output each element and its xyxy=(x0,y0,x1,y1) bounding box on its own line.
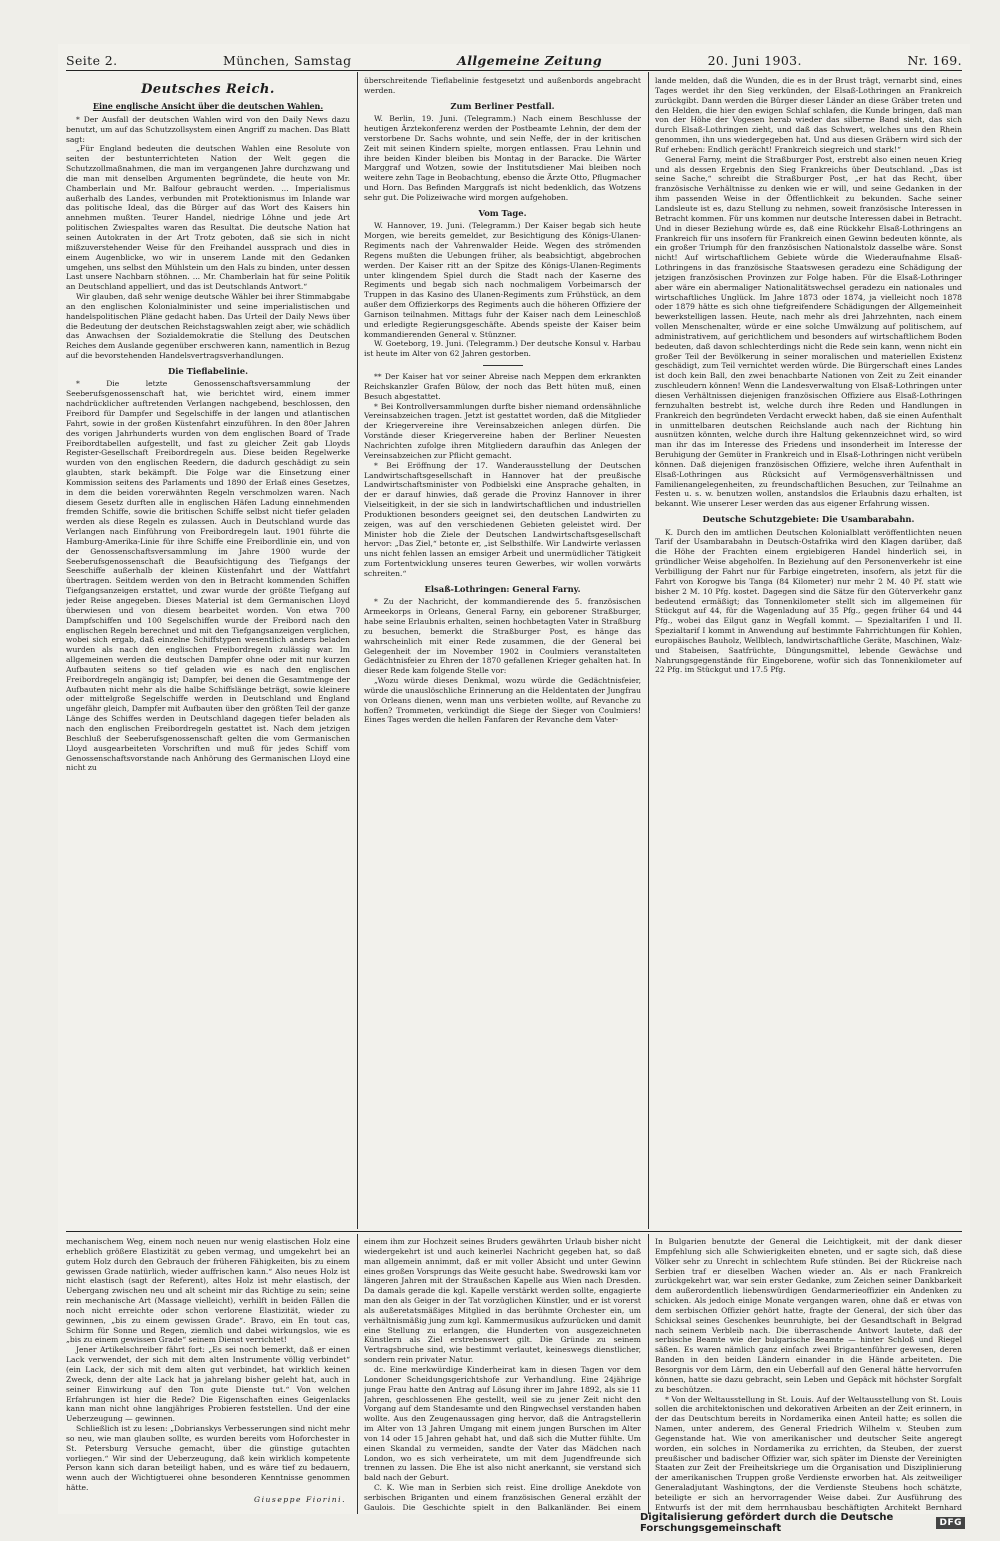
article-paragraph: C. K. Wie man in Serbien sich reist. Eine drollige Anekdote von serbischen Briganten und einem französischen General erzählt der Gaulois. Die Geschichte spielt in den Balkanländer. Bei einem xyxy=(364,1483,641,1512)
newspaper-page xyxy=(58,44,970,1514)
article-paragraph: W. Goeteborg, 19. Juni. (Telegramm.) Der deutsche Konsul v. Harbau ist heute im Alter von 62 Jahren gestorben. xyxy=(364,339,641,359)
article-heading: Vom Tage. xyxy=(478,207,527,218)
article-paragraph: Jener Artikelschreiber fährt fort: „Es sei noch bemerkt, daß er einen Lack verwendet, der sich mit dem alten Instrumente völlig verbindet“ (ein Lack, der sich mit dem alten gut verbindet, hat wirklich keinen Zweck, denn der alte Lack hat ja jahrelang bisher geleht hat, auch in seiner Einwirkung auf den Ton gute Dienste tut.“ Von welchen Erfahrungen ist hier die Rede? Die Eigenschaften eines Geigenlacks kann man nicht ohne langjähriges Probieren feststellen. Und der eine Ueberzeugung — gewinnen. xyxy=(66,1345,350,1424)
article-paragraph: mechanischem Weg, einem noch neuen nur wenig elastischen Holz eine erheblich größere Elastizität zu geben vermag, und umgekehrt bei an gutem Holz durch den Gebrauch der früheren Fähigkeiten, bis zu einem gewissen Grade natürlich, wieder auffrischen kann.“ Also neues Holz ist nicht elastisch (sagt der Referent), altes Holz ist mehr elastisch, der Uebergang zwischen neu und alt scheint mir das Richtige zu sein; seine rein mechanische Art (Massage vielleicht), verhilft in beiden Fällen die noch nicht erreichte oder schon verlorene Elastizität, wieder zu gewinnen, „bis zu einem gewissen Grade“. Bravo, ein En tout cas, Schirm für Sonne und Regen, ziemlich und dabei wirkungslos, wie es „bis zu einem gewissen Grade“ seinem Dienst verrichtet! xyxy=(66,1237,350,1345)
article-paragraph: W. Berlin, 19. Juni. (Telegramm.) Nach einem Beschlusse der heutigen Ärztekonferenz werden der Postbeamte Lehnin, der dem der verstorbene Dr. Sachs wohnte, und sein Neffe, der in der kritischen Zeit mit seinen Kindern spielte, morgen entlassen. Frau Lehnin und ihre beiden Kinder bleiben bis Montag in der Baracke. Die Wärter Marggraf und Wotzen, sowie der Institutsdiener Mai bleiben noch weitere zehn Tage in Beobachtung, ebenso die Ärzte Otto, Pflugmacher und Horn. Das Befinden Marggrafs ist nicht bedenklich, das Wotzens sehr gut. Die Polizeiwache wird morgen aufgehoben. xyxy=(364,114,641,202)
separator-rule xyxy=(483,365,523,366)
section-title: Deutsches Reich. xyxy=(141,82,275,97)
section-title xyxy=(66,1511,350,1512)
article-paragraph: General Farny, meint die Straßburger Post, erstrebt also einen neuen Krieg und als dessen Ergebnis den Sieg Frankreichs über Deutschland. „Das ist seine Sache,“ schreibt die Straßburger Post, „er hat das Recht, über französische Verhältnisse zu denken wie er will, und seine Gedanken in der ihm passenden Weise in der Öffentlichkeit zu bekunden. Sache seiner Landsleute ist es, dazu Stellung zu nehmen, soweit französische Interessen in Betracht kommen. Für uns kommen nur deutsche Interessen dabei in Betracht. Und in dieser Beziehung würde es, daß eine Rückkehr Elsaß-Lothringens an Frankreich für uns insofern für Frankreich einen Gewinn bedeuten könnte, als ein großer Triumph für den französischen Nationalstolz dasselbe wäre. Sonst nicht! Auf wirtschaftlichem Gebiete würde die Wiederaufnahme Elsaß-Lothringens in das französische Staatswesen geradezu eine Schädigung der jetzigen französischen Provinzen zur Folge haben. Für die Elsaß-Lothringer aber wäre ein abermaliger Nationalitätswechsel geradezu ein nationales und wirtschaftliches Unglück. Im Jahre 1873 oder 1874, ja vielleicht noch 1878 oder 1879 hätte es sich ohne tiefgreifendere Schädigungen der Allgemeinheit bewerkstelligen lassen. Heute, nach mehr als drei Jahrzehnten, nach einem vollen Menschenalter, würde er eine solche Umwälzung auf politischem, auf administrativem, auf gerichtlichem und besonders auf wirtschaftlichem Boden bedeuten, daß davon schlechterdings nicht die Rede sein kann, wenn nicht ein großer Teil der Bevölkerung in seiner moralischen und materiellen Existenz geschädigt, zum Teil vernichtet werden würde. Die Bürgerschaft eines Landes ist doch kein Ball, den zwei benachbarte Nationen von Zeit zu Zeit einander zuschleudern können! Wenn die Landesverwaltung von Elsaß-Lothringen unter diesen Verhältnissen diejenigen französischen Offiziere aus Elsaß-Lothringen fernzuhalten bestrebt ist, welche durch ihre Reden und Handlungen in Frankreich den begründeten Verdacht erweckt haben, daß sie einen Aufenthalt in unmittelbaren deutschen Reichslande auch nach der Richtung hin ausnützen könnten, welche durch ihre Haltung gekennzeichnet wird, so wird man ihr das im Interesse des Friedens und insonderheit im Interesse der Beruhigung der Gemüter in Frankreich und in Elsaß-Lothringen nicht verübeln können. Daß diejenigen französischen Offiziere, welche ihren Aufenthalt in Elsaß-Lothringen aus Rücksicht auf Vermögensverhältnissen und Familienangelegenheiten, zu freundschaftlichen Besuchen, zur Teilnahme an Festen u. s. w. benutzen wollen, anstandslos die Erlaubnis dazu erhalten, ist bekannt. Wie unserer Leser werden das aus eigener Erfahrung wissen. xyxy=(655,154,962,509)
article-heading: Eine englische Ansicht über die deutschen Wahlen. xyxy=(92,101,324,111)
section-rule xyxy=(66,1231,962,1232)
article-paragraph: einem ihm zur Hochzeit seines Bruders gewährten Urlaub bisher nicht wiedergekehrt ist und auch keinerlei Nachricht gegeben hat, so daß man allgemein annimmt, daß er mit voller Absicht und unter Gewinn eines großen Vorsprungs das Weite gesucht habe. Swedrowski kam vor längeren Jahren mit der Straußschen Kapelle aus Wien nach Dresden. Da damals gerade die kgl. Kapelle verstärkt werden sollte, engagierte man den als Geiger in der Tat vorzüglichen Künstler, und er ist vorerst als außeretatsmäßiges Mitglied in das berühmte Orchester ein, um verhältnismäßig jung zum kgl. Kammermusikus aufzurücken und damit eine Stellung zu erlangen, die Hunderten von ausgezeichneten Künstlern als Ziel erstrebenswert gilt. Die Gründe zu seinem Vertragsbruche sind, wie bestimmt verlautet, keineswegs dienstlicher, sondern rein privater Natur. xyxy=(364,1237,641,1365)
article-heading: Elsaß-Lothringen: General Farny. xyxy=(424,583,581,594)
article-paragraph: In Bulgarien benutzte der General die Leichtigkeit, mit der dank dieser Empfehlung sich alle Schwierigkeiten ebneten, und er sagte sich, daß diese Völker sehr zu Unrecht in schlechtem Rufe stünden. Bei der Rückreise nach Serbien traf er dieselben Wachen wieder an. Als er nach Frankreich zurückgekehrt war, war sein erster Gedanke, zum Zeichen seiner Dankbarkeit dem außerordentlich liebenswürdigen Gendarmerieoffizier ein Andenken zu schicken. Als jedoch einige Monate vergangen waren, ohne daß er etwas von dem serbischen Offizier gehört hatte, fragte der General, der sich über das Schicksal seines Geschenkes beunruhigte, bei der Gesandtschaft in Belgrad nach seinem Verbleib nach. Die überraschende Antwort lautete, daß der serbische Beamte wie der bulgarische Beamte — hinter Schloß und Riegel säßen. Es waren nämlich ganz einfach zwei Brigantenführer gewesen, deren Banden in den beiden Ländern einander in die Hände arbeiteten. Die Besorgnis vor dem Lärm, den ein Ueberfall auf den General hätte hervorrufen können, hatte sie dazu gebracht, sein Leben und Gepäck mit höchster Sorgfalt zu beschützen. xyxy=(655,1237,962,1394)
article-paragraph: „Wozu würde dieses Denkmal, wozu würde die Gedächtnisfeier, würde die unauslöschliche Erinnerung an die Heldentaten der Jungfrau von Orleans dienen, wenn man uns verbieten wollte, auf Revanche zu hoffen? Trommeten, verkündigt die Siege der Sieger von Coulmiers! Eines Tages werden die hellen Fanfaren der Revanche dem Vater- xyxy=(364,676,641,725)
article-paragraph: * Bei Eröffnung der 17. Wanderausstellung der Deutschen Landwirtschaftsgesellschaft in Hannover hat der preußische Landwirtschaftsminister von Podbielski eine Ansprache gehalten, in der er darauf hinwies, daß gerade die Provinz Hannover in ihrer Vielseitigkeit, in der sie sich in landwirtschaftlichen und industriellen Produktionen besonders geeignet sei, den deutschen Landwirten zu zeigen, was auf den verschiedenen Gebieten geleistet wird. Der Minister hob die Ziele der Deutschen Landwirtschaftsgesellschaft hervor: „Das Ziel,“ betonte er, „ist Selbsthilfe. Wir Landwirte verlassen uns nicht fehlen lassen an emsiger Arbeit und unermüdlicher Tätigkeit zum Fortentwicklung unseres teuren Gewerbes, wir wollen vorwärts schreiten.“ xyxy=(364,460,641,578)
feuilleton-column-1 xyxy=(66,1237,350,1512)
article-paragraph: Wir glauben, daß sehr wenige deutsche Wähler bei ihrer Stimmabgabe an den englischen Kolonialminister und seine imperialistischen und handelspolitischen Pläne gedacht haben. Das Urteil der Daily News über die Bedeutung der deutschen Reichstagswahlen zeigt aber, wie schädlich das Anwachsen der Sozialdemokratie die Stellung des Deutschen Reiches dem Auslande gegenüber erschweren kann, namentlich in Bezug auf die bevorstehenden Handelsvertragsverhandlungen. xyxy=(66,292,350,361)
column-divider xyxy=(648,1234,649,1514)
article-paragraph: Schließlich ist zu lesen: „Dobrianskys Verbesserungen sind nicht mehr so neu, wie man glauben sollte, es wurden bereits vom Hoforchester in St. Petersburg Versuche gemacht, über die günstige gutachten vorliegen.“ Wir sind der Ueberzeugung, daß kein wirklich kompetente Person kann sich daran beteiligt haben, und es wäre tief zu bedauern, wenn auch der Wichtigtuerei ohne besonderen Kenntnisse genommen hätte. xyxy=(66,1424,350,1493)
article-paragraph: dc. Eine merkwürdige Kinderheirat kam in diesen Tagen vor dem Londoner Scheidungsgerichtshofe zur Verhandlung. Eine 24jährige junge Frau hatte den Antrag auf Lösung ihrer im Jahre 1892, als sie 11 Jahren, geschlossenen Ehe gestellt, weil sie zu jener Zeit nicht den Vorgang auf dem Standesamte und den Ringwechsel verstanden haben wollte. Aus den Zeugenaussagen ging hervor, daß die Antragstellerin im Alter von 13 Jahren Umgang mit einem jungen Burschen im Alter von 14 oder 15 Jahren gehabt hat, und daß sich die Mutter fühlte. Um einen Skandal zu vermeiden, sandte der Vater das Mädchen nach London, wo es sich verheiratete, um mit dem Jugendfreunde sich trennen zu lassen. Die Ehe ist also nicht anerkannt, sie verstand sich bald nach der Geburt. xyxy=(364,1364,641,1483)
article-paragraph: * Die letzte Genossenschaftsversammlung der Seeberufsgenossenschaft hat, wie berichtet wird, einem immer nachdrücklicher auftretenden Verlangen nachgebend, beschlossen, den Freibord für Dampfer und Segelschiffe in der langen und atlantischen Fahrt, sowie in der großen Küstenfahrt einzuführen. In den 80er Jahren des vorigen Jahrhunderts wurden von dem englischen Board of Trade Freibordtabellen aufgestellt, und fast zu gleicher Zeit gab Lloyds Register-Gesellschaft Freibordregeln aus. Diese beiden Regelwerke wurden von den englischen Reedern, die dadurch geschädigt zu sein glaubten, stark bekämpft. Die Folge war die Einsetzung einer Kommission seitens des Parlaments und 1890 der Erlaß eines Gesetzes, in dem die beiden vorerwähnten Regeln verschmolzen waren. Nach diesem Gesetz durften alle in englischen Häfen Ladung einnehmenden fremden Schiffe, sowie die britischen Schiffe selbst nicht tiefer geladen werden als diese Regeln es zulassen. Auch in Deutschland wurde das Verlangen nach Einführung von Freibordregeln laut. 1901 führte die Hamburg-Amerika-Linie für ihre Schiffe eine Freibordlinie ein, und von der Genossenschaftsversammlung im Jahre 1900 wurde der Seeberufsgenossenschaft die Beaufsichtigung des Tiefgangs der Seeschiffe außerhalb der kleinen Küstenfahrt und der Wattfahrt übertragen. Seitdem werden von den in Betracht kommenden Schiffen Tiefgangsanzeigen erstattet, und zwar wurde der größte Tiefgang auf jeder Reise angegeben. Dieses Material ist dem Germanischen Lloyd überwiesen und von diesem bearbeitet worden. Von etwa 700 Dampfschiffen und 100 Segelschiffen wurde der Freibord nach den englischen Regeln berechnet und mit den Tiefgangsanzeigen verglichen, wobei sich ergab, daß einzelne Schiffstypen wesentlich anders beladen wurden als nach den englischen Freibordregeln zulässig war. Im allgemeinen werden die deutschen Dampfer ohne oder mit nur kurzen Aufbauten seitens so tief geladen wie es nach den englischen Freibordregeln angängig ist; Dampfer, bei denen die Gesamtmenge der Aufbauten nicht mehr als die halbe Schiffslänge beträgt, sowie kleinere oder mittelgroße Segelschiffe werden in Deutschland und England ungefähr gleich, Dampfer mit Aufbauten über den größten Teil der ganze Länge des Schiffes werden in Deutschland dagegen tiefer beladen als nach den englischen Freibordregeln gestattet ist. Nach dem jetzigen Beschluß der Seeberufsgenossenschaft gelten die vom Germanischen Lloyd ausgearbeiteten Vorschriften und muß für jedes Schiff vom Genossenschaftsvorstande nach Anhörung des Germanischen Lloyd eine nicht zu xyxy=(66,379,350,773)
article-paragraph: * Von der Weltausstellung in St. Louis. Auf der Weltausstellung von St. Louis sollen die architektonischen und dekorativen Arbeiten an der Zeit erinnern, in der das Deutschtum bereits in Nordamerika einen Anteil hatte; es sollen die Namen, unter anderem, des General Friedrich Wilhelm v. Steuben zum Gegenstande hat. Wie von amerikanischer und deutscher Seite angeregt worden, ein solches in Nordamerika zu errichten, da Steuben, der zuerst preußischer und badischer Offizier war, sich später im Dienste der Vereinigten Staaten zur Zeit der Freiheitskriege um die Organisation und Disziplinierung der amerikanischen Truppen große Verdienste erworben hat. Als zeitweiliger Generaladjutant Washingtons, der die Verdienste Steubens hoch schätzte, beteiligte er sich an hervorragender Weise dabei. Zur Ausführung des Entwurfs ist der mit dem herrnhausbau beschäftigten Architekt Bernhard xyxy=(655,1394,962,1512)
article-heading: Deutsche Schutzgebiete: Die Usambarabahn. xyxy=(702,514,915,525)
article-paragraph: * Bei Kontrollversammlungen durfte bisher niemand ordensähnliche Vereinsabzeichen tragen. Jetzt ist gestattet worden, daß die Mitglieder der Kriegervereine ihre Vereinsabzeichen anlegen dürfen. Die Vorstände dieser Kriegervereine haben der Berliner Neuesten Nachrichten zufolge ihren Mitgliedern daraufhin das Anlegen der Vereinsabzeichen zur Pflicht gemacht. xyxy=(364,401,641,460)
column-divider xyxy=(648,72,649,1229)
masthead: Allgemeine Zeitung xyxy=(457,53,603,68)
article-paragraph: überschreitende Tieflabelinie festgesetzt und außenbords angebracht werden. xyxy=(364,76,641,95)
column-1 xyxy=(66,76,350,1229)
credit-text: Digitalisierung gefördert durch die Deutsche Forschungsgemeinschaft xyxy=(640,1512,894,1534)
article-paragraph: „Für England bedeuten die deutschen Wahlen eine Resolute von seiten der bestunterrichteten Nation der Welt gegen die Schutzzollmaßnahmen, die man im vergangenen Jahre durchzwang und die man mit denselben Argumenten begründete, die heute von Mr. Chamberlain und Mr. Balfour gebraucht werden. ... Imperialismus außerhalb des Landes, verbunden mit Protektionismus im Inlande war das politische Ideal, das die Bürger auf das Wort des Kaisers hin annehmen mußten. Teurer Handel, niedrige Löhne und jede Art politischen Zwiespaltes waren das Resultat. Die deutsche Nation hat seinen Autokraten in der Art Trotz geboten, daß sie sich in nicht mißzuverstehender Weise für den Freihandel aussprach und dies in einem Augenblicke, wo wir in unserem Lande mit den Gedanken umgehen, uns selbst den Mühlstein um den Hals zu binden, unter dessen Last unsere Nachbarn stöhnen. ... Mr. Chamberlain hat für seine Politik an Deutschland appelliert, und das ist Deutschlands Antwort.“ xyxy=(66,144,350,292)
article-paragraph: ** Der Kaiser hat vor seiner Abreise nach Meppen dem erkrankten Reichskanzler Grafen Bülow, der noch das Bett hüten muß, einen Besuch abgestattet. xyxy=(364,372,641,401)
header-rule xyxy=(66,70,962,71)
feuilleton-column-2 xyxy=(364,1237,641,1512)
article-paragraph: K. Durch den im amtlichen Deutschen Kolonialblatt veröffentlichten neuen Tarif der Usambarabahn in Deutsch-Ostafrika wird den Klagen darüber, daß die Höhe der Frachten einem ergiebigeren Handel hinderlich sei, in gründlicher Weise abgeholfen. In Beziehung auf den Personenverkehr ist eine Verbilligung der Fahrt nur für Farbige eingetreten, insofern, als jetzt für die Fahrt von Korogwe bis Tanga (84 Kilometer) nur mehr 2 M. 40 Pf. statt wie bisher 2 M. 10 Pfg. kostet. Dagegen sind die Sätze für den Güterverkehr ganz bedeutend ermäßigt; das Tonnenkilometer stellt sich im allgemeinen für Stückgut auf 44, für die Wagenladung auf 35 Pfg., gegen früher 64 und 44 Pfg., wobei das Eilgut ganz in Wegfall kommt. — Spezialtarifen I und II. Spezialtarif I kommt in Anwendung auf bestimmte Fahrrichtungen für Kohlen, europäisches Bauholz, Wellblech, landwirtschaftliche Geräte, Maschinen, Walz- und Stabeisen, Saatfrüchte, Düngungsmittel, lebende Gewächse und Nahrungsgegenstände für Eingeborene, wofür sich das Tonnenkilometer auf 22 Pfg. im Stückgut und 17.5 Pfg. xyxy=(655,527,962,675)
column-3 xyxy=(655,76,962,1229)
issue-date: 20. Juni 1903. xyxy=(707,53,802,68)
article-heading: Die Tieflabelinie. xyxy=(167,365,248,376)
article-paragraph: lande melden, daß die Wunden, die es in der Brust trägt, vernarbt sind, eines Tages werdet ihr den Sieg verkünden, der Elsaß-Lothringen an Frankreich zurückgibt. Dann werden die Bürger dieser Länder an diese Gräber treten und den Helden, die hier den ewigen Schlaf schlafen, die Kunde bringen, daß man von der Höhe der Vogesen herab wieder das silberne Band sieht, das sich durch Elsaß-Lothringen zieht, und daß das Schwert, welches uns den Rhein genommen, ihn uns wiedergegeben hat. Und aus diesen Gräbern wird sich der Ruf erheben: Endlich gerächt! Frankreich siegreich und stark!“ xyxy=(655,76,962,154)
column-divider xyxy=(357,72,358,1229)
digitization-credit xyxy=(640,1514,965,1532)
feuilleton-column-3 xyxy=(655,1237,962,1512)
issue-number: Nr. 169. xyxy=(907,53,962,68)
article-paragraph: * Zu der Nachricht, der kommandierende des 5. französischen Armeekorps in Orleans, General Farny, ein geborener Straßburger, habe seine Erlaubnis erhalten, seinen hochbetagten Vater in Straßburg zu besuchen, bemerkt die Straßburger Post, es hänge das wahrscheinlich mit einer Rede zusammen, die der General bei Gelegenheit der im November 1902 in Coulmiers veranstalteten Gedächtnisfeier zu Ehren der 1870 gefallenen Krieger gehalten hat. In dieser Rede kam folgende Stelle vor: xyxy=(364,597,641,676)
article-heading: Zum Berliner Pestfall. xyxy=(450,100,555,111)
column-2 xyxy=(364,76,641,1229)
page-number: Seite 2. xyxy=(66,53,118,68)
dfg-logo-icon: DFG xyxy=(936,1517,965,1529)
page-header xyxy=(66,44,962,68)
article-paragraph: * Der Ausfall der deutschen Wahlen wird von den Daily News dazu benutzt, um auf das Schutzzollsystem einen Angriff zu machen. Das Blatt sagt: xyxy=(66,114,350,144)
place-day: München, Samstag xyxy=(223,53,352,68)
article-paragraph: W. Hannover, 19. Juni. (Telegramm.) Der Kaiser begab sich heute Morgen, wie bereits gemeldet, zur Besichtigung des Königs-Ulanen-Regiments nach der Vahrenwalder Heide. Wegen des strömenden Regens mußten die Uebungen früher, als beabsichtigt, abgebrochen werden. Der Kaiser ritt an der Spitze des Königs-Ulanen-Regiments unter klingendem Spiel durch die Stadt nach der Kaserne des Regiments und begab sich nach nochmaligem Vorbeimarsch der Truppen in das Kasino des Ulanen-Regiments zum Frühstück, an dem außer dem Offizierkorps des Regiments auch die höheren Offiziere der Garnison teilnahmen. Mittags fuhr der Kaiser nach dem Leineschloß und erledigte Regierungsgeschäfte. Abends speiste der Kaiser beim kommandierenden General v. Stünzner. xyxy=(364,221,641,339)
column-divider xyxy=(357,1234,358,1514)
author-signature: Giuseppe Fiorini. xyxy=(254,1494,346,1504)
